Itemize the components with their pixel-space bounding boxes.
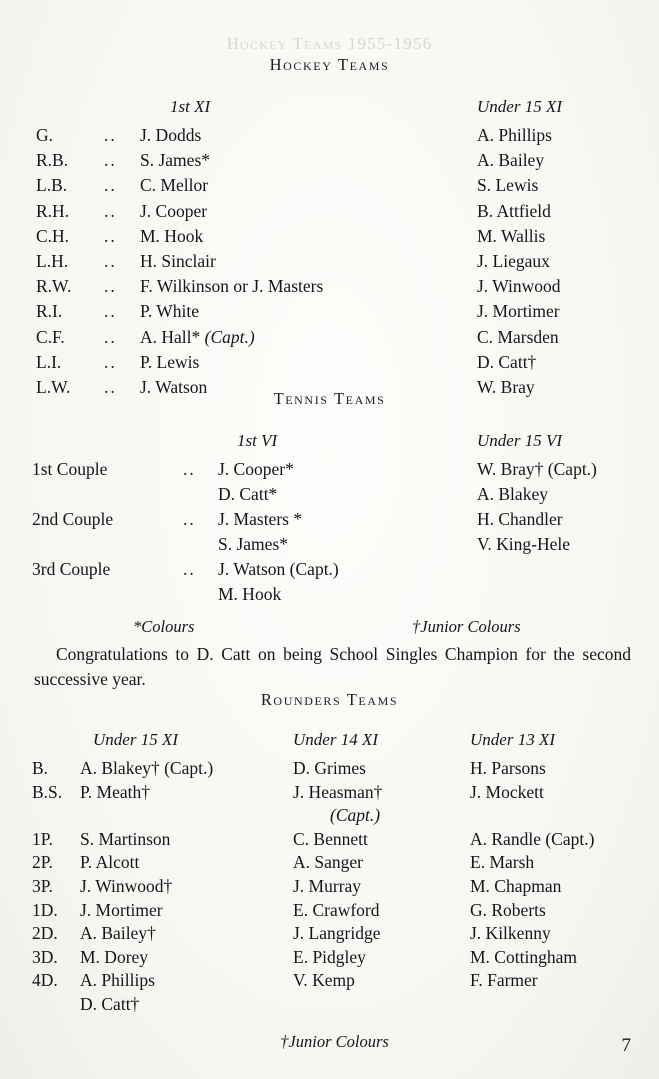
table-row [0,459,659,509]
under13-player: M. Chapman [470,875,562,896]
under15-player: B. Attfield [477,200,551,221]
junior-colours-note: †Junior Colours [412,617,521,636]
under13-player: M. Cottingham [470,946,577,967]
player-name: J. Watson (Capt.) [218,559,339,579]
player-name: D. Catt* [218,484,278,505]
table-row [0,509,659,559]
ghost-header-bleedthrough: Hockey Teams 1955-1956 [226,34,433,53]
table-row [0,150,659,175]
leader-dots: .. [183,459,196,479]
under13-player: H. Parsons [470,758,546,778]
under14-player: J. Langridge [293,923,381,944]
under14-player: J. Murray [293,875,362,896]
hockey-heading-first-xi: 1st XI [170,97,211,116]
player-name: S. James* [218,534,288,555]
table-row [0,947,659,971]
hockey-section [0,55,659,402]
couple-label: 2nd Couple [32,509,114,529]
first-vi-players [218,559,339,609]
player-name: A. Blakey [477,484,548,505]
leader-dots: .. [104,351,117,372]
first-vi-players [218,459,294,509]
under15-player: P. Alcott [80,852,140,873]
page-number: 7 [621,1035,631,1056]
table-row [0,352,659,377]
player-name: W. Bray† (Capt.) [477,459,597,479]
table-row [0,327,659,352]
leader-dots: .. [104,250,117,271]
first-xi-player: J. Watson [140,376,208,397]
player-name: M. Hook [218,584,282,605]
position-label: 4D. [32,970,58,991]
position-label: G. [36,125,54,145]
tennis-title: Tennis Teams [273,389,386,408]
table-row [0,994,659,1018]
player-name: H. Chandler [477,509,563,529]
under15-player: D. Catt† [80,993,140,1014]
table-row [0,852,659,876]
leader-dots: .. [104,276,117,297]
captain-marker: (Capt.) [330,805,381,826]
under14-player: C. Bennett [293,828,368,849]
position-label: C.F. [36,326,65,347]
under15-player: A. Bailey [477,150,545,171]
leader-dots: .. [104,175,117,196]
under15-player: P. Meath† [80,781,150,802]
table-row [0,782,659,806]
table-row [0,805,659,829]
first-xi-player: F. Wilkinson or J. Masters [140,276,324,297]
under15-player: M. Wallis [477,225,546,246]
table-row [0,559,659,609]
position-label: C.H. [36,225,70,246]
couple-label: 1st Couple [32,459,108,479]
under13-player: A. Randle (Capt.) [470,828,595,849]
position-label: R.I. [36,301,63,322]
under15-player: C. Marsden [477,326,559,347]
position-label: L.W. [36,376,71,397]
under15-player: A. Phillips [477,125,552,145]
position-label: 3D. [32,946,58,967]
position-label: L.I. [36,351,62,372]
leader-dots: .. [104,326,117,347]
under13-player: G. Roberts [470,899,546,920]
under15-player: J. Winwood [477,276,561,297]
table-row [0,829,659,853]
leader-dots: .. [104,125,117,145]
first-xi-player: P. White [140,301,199,322]
table-row [0,175,659,200]
under15-player: S. Martinson [80,828,171,849]
leader-dots: .. [183,509,196,529]
position-label: 2D. [32,923,58,944]
player-name: J. Masters * [218,509,303,529]
position-label: L.H. [36,250,69,271]
tennis-column-headings [0,431,659,457]
hockey-column-headings [0,97,659,123]
leader-dots: .. [104,301,117,322]
first-vi-players [218,509,302,559]
table-row [0,876,659,900]
rounders-heading-under13: Under 13 XI [470,730,555,749]
under15-player: A. Phillips [80,970,155,991]
rounders-heading-under15: Under 15 XI [93,730,178,749]
under14-player: E. Crawford [293,899,380,920]
first-xi-player: J. Cooper [140,200,208,221]
position-label: R.B. [36,150,69,171]
first-xi-player: S. James* [140,150,210,171]
under15-player: A. Blakey† (Capt.) [80,758,214,778]
hockey-title: Hockey Teams [269,55,390,74]
tennis-colours-notes [0,617,659,641]
position-label: B.S. [32,781,63,802]
table-row [0,301,659,326]
leader-dots: .. [104,200,117,221]
congratulations-paragraph: Congratulations to D. Catt on being School Singles Champion for the second successive year. [34,643,631,689]
player-name: V. King-Hele [477,534,570,555]
under14-player: J. Heasman† [293,781,383,802]
rounders-title: Rounders Teams [260,690,399,709]
position-label: 3P. [32,875,53,896]
table-row [0,125,659,150]
leader-dots: .. [104,376,117,397]
under15-player: J. Mortimer [80,899,163,920]
rounders-heading-under14: Under 14 XI [293,730,378,749]
rounders-section [0,690,659,1052]
first-xi-player: J. Dodds [140,125,202,145]
table-row [0,758,659,782]
table-row [0,226,659,251]
table-row [0,276,659,301]
under13-player: E. Marsh [470,852,535,873]
leader-dots: .. [183,559,196,579]
first-xi-player: H. Sinclair [140,250,216,271]
under15-vi-players [477,509,570,559]
under14-player: E. Pidgley [293,946,366,967]
under15-vi-players [477,459,597,509]
table-row [0,970,659,994]
tennis-team-list [0,459,659,609]
tennis-heading-under15-vi: Under 15 VI [477,431,562,450]
first-xi-player: A. Hall* (Capt.) [140,326,255,347]
player-name: J. Cooper* [218,459,294,479]
rounders-column-headings [0,730,659,756]
position-label: 1P. [32,828,53,849]
tennis-section [0,389,659,641]
under15-player: W. Bray [477,376,535,397]
under13-player: J. Mockett [470,781,544,802]
under14-player: D. Grimes [293,758,366,778]
under15-player: J. Winwood† [80,875,173,896]
captain-marker: (Capt.) [204,326,255,347]
under15-player: J. Liegaux [477,250,550,271]
under13-player: F. Farmer [470,970,538,991]
position-label: 1D. [32,899,58,920]
colours-note: *Colours [133,617,195,636]
couple-label: 3rd Couple [32,559,111,579]
position-label: B. [32,758,49,778]
leader-dots: .. [104,150,117,171]
under15-player: M. Dorey [80,946,149,967]
table-row [0,923,659,947]
position-label: L.B. [36,175,68,196]
table-row [0,201,659,226]
under15-player: A. Bailey† [80,923,156,944]
first-xi-player: M. Hook [140,225,204,246]
first-xi-player: C. Mellor [140,175,209,196]
leader-dots: .. [104,225,117,246]
position-label: R.W. [36,276,72,297]
under13-player: J. Kilkenny [470,923,551,944]
under15-player: J. Mortimer [477,301,560,322]
tennis-heading-first-vi: 1st VI [237,431,278,450]
rounders-team-list [0,758,659,1018]
under14-player: V. Kemp [293,970,355,991]
hockey-heading-under15-xi: Under 15 XI [477,97,562,116]
table-row [0,251,659,276]
first-xi-player: P. Lewis [140,351,200,372]
rounders-junior-colours-note: †Junior Colours [280,1031,389,1051]
under14-player: A. Sanger [293,852,363,873]
position-label: R.H. [36,200,70,221]
hockey-team-list [0,125,659,402]
under15-player: S. Lewis [477,175,539,196]
position-label: 2P. [32,852,53,873]
under15-player: D. Catt† [477,351,537,372]
table-row [0,900,659,924]
